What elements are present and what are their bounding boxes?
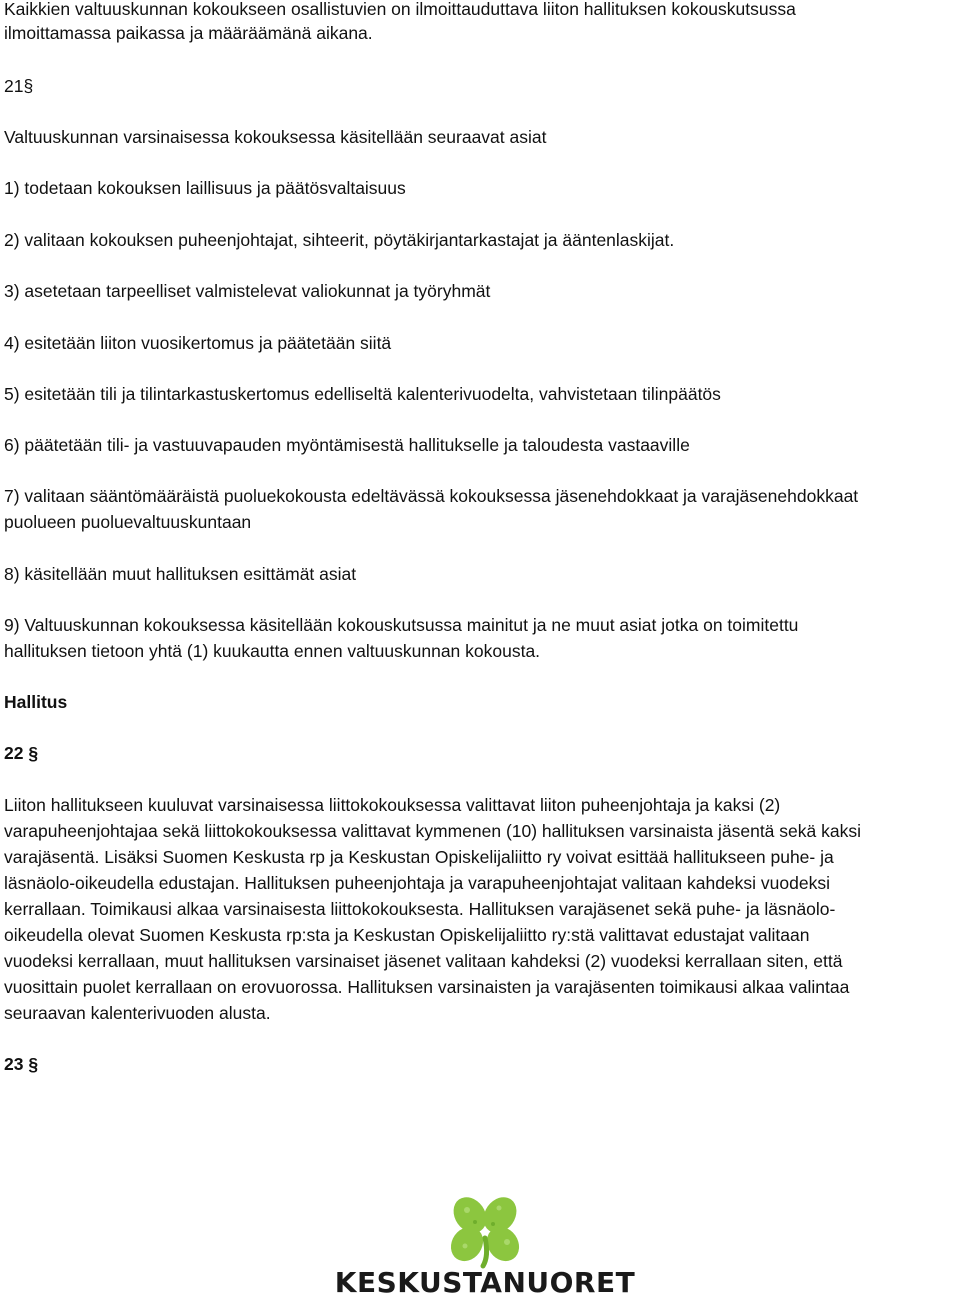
text-line: ilmoittamassa paikassa ja määräämänä aikana. — [4, 23, 373, 43]
section-number: 23 § — [4, 1054, 39, 1074]
section-number: 21§ — [4, 76, 34, 96]
list-item: 9) Valtuuskunnan kokouksessa käsitellään kokouskutsussa mainitut ja ne muut asiat jotka on toimitettu — [4, 615, 799, 635]
list-item: 6) päätetään tili- ja vastuuvapauden myöntämisestä hallitukselle ja taloudesta vastaaville — [4, 435, 690, 455]
list-item: 3) asetetaan tarpeelliset valmistelevat valiokunnat ja työryhmät — [4, 281, 491, 301]
text-line: Kaikkien valtuuskunnan kokoukseen osallistuvien on ilmoittauduttava liiton hallituksen kokouskutsussa — [4, 0, 796, 19]
text-line: varajäsentä. Lisäksi Suomen Keskusta rp ja Keskustan Opiskelijaliitto ry voivat esittää hallitukseen puhe- ja — [4, 847, 834, 867]
four-leaf-clover-icon — [325, 1190, 645, 1270]
text-line: Liiton hallitukseen kuuluvat varsinaisessa liittokokouksessa valittavat liiton puheenjohtaja ja kaksi (2) — [4, 795, 781, 815]
list-item: 1) todetaan kokouksen laillisuus ja päätösvaltaisuus — [4, 178, 406, 198]
keskustanuoret-logo — [325, 1190, 645, 1303]
text-line: vuodeksi kerrallaan, muut hallituksen varsinaiset jäsenet valitaan kahdeksi (2) vuodeksi kerrallaan siten, että — [4, 951, 843, 971]
text-line: oikeudella olevat Suomen Keskusta rp:sta ja Keskustan Opiskelijaliitto ry:stä valittavat edustajat valitaan — [4, 925, 810, 945]
text-line: seuraavan kalenterivuoden alusta. — [4, 1003, 271, 1023]
section-heading: Hallitus — [4, 692, 68, 712]
text-line: Valtuuskunnan varsinaisessa kokouksessa käsitellään seuraavat asiat — [4, 127, 547, 147]
text-line: vuosittain puolet kerrallaan on erovuorossa. Hallituksen varsinaisten ja varajäsenten toimikausi alkaa valintaa — [4, 977, 850, 997]
text-line: puolueen puoluevaltuuskuntaan — [4, 512, 252, 532]
list-item: 8) käsitellään muut hallituksen esittämät asiat — [4, 564, 357, 584]
section-number: 22 § — [4, 743, 39, 763]
list-item: 5) esitetään tili ja tilintarkastuskertomus edelliseltä kalenterivuodelta, vahvistetaan tilinpäätös — [4, 384, 721, 404]
list-item: 4) esitetään liiton vuosikertomus ja päätetään siitä — [4, 333, 392, 353]
logo-text: KESKUSTANUORET — [334, 1266, 636, 1299]
text-line: varapuheenjohtajaa sekä liittokokouksessa valittavat kymmenen (10) hallituksen varsinaista jäsentä sekä kaksi — [4, 821, 861, 841]
text-line: hallituksen tietoon yhtä (1) kuukautta ennen valtuuskunnan kokousta. — [4, 641, 541, 661]
list-item: 7) valitaan sääntömääräistä puoluekokousta edeltävässä kokouksessa jäsenehdokkaat ja varajäsenehdokkaat — [4, 486, 859, 506]
text-line: läsnäolo-oikeudella edustajan. Hallituksen puheenjohtaja ja varapuheenjohtajat valitaan kahdeksi vuodeksi — [4, 873, 830, 893]
list-item: 2) valitaan kokouksen puheenjohtajat, sihteerit, pöytäkirjantarkastajat ja ääntenlaskijat. — [4, 230, 675, 250]
text-line: kerrallaan. Toimikausi alkaa varsinaisesta liittokokouksesta. Hallituksen varajäsenet sekä puhe- ja läsnäolo- — [4, 899, 836, 919]
